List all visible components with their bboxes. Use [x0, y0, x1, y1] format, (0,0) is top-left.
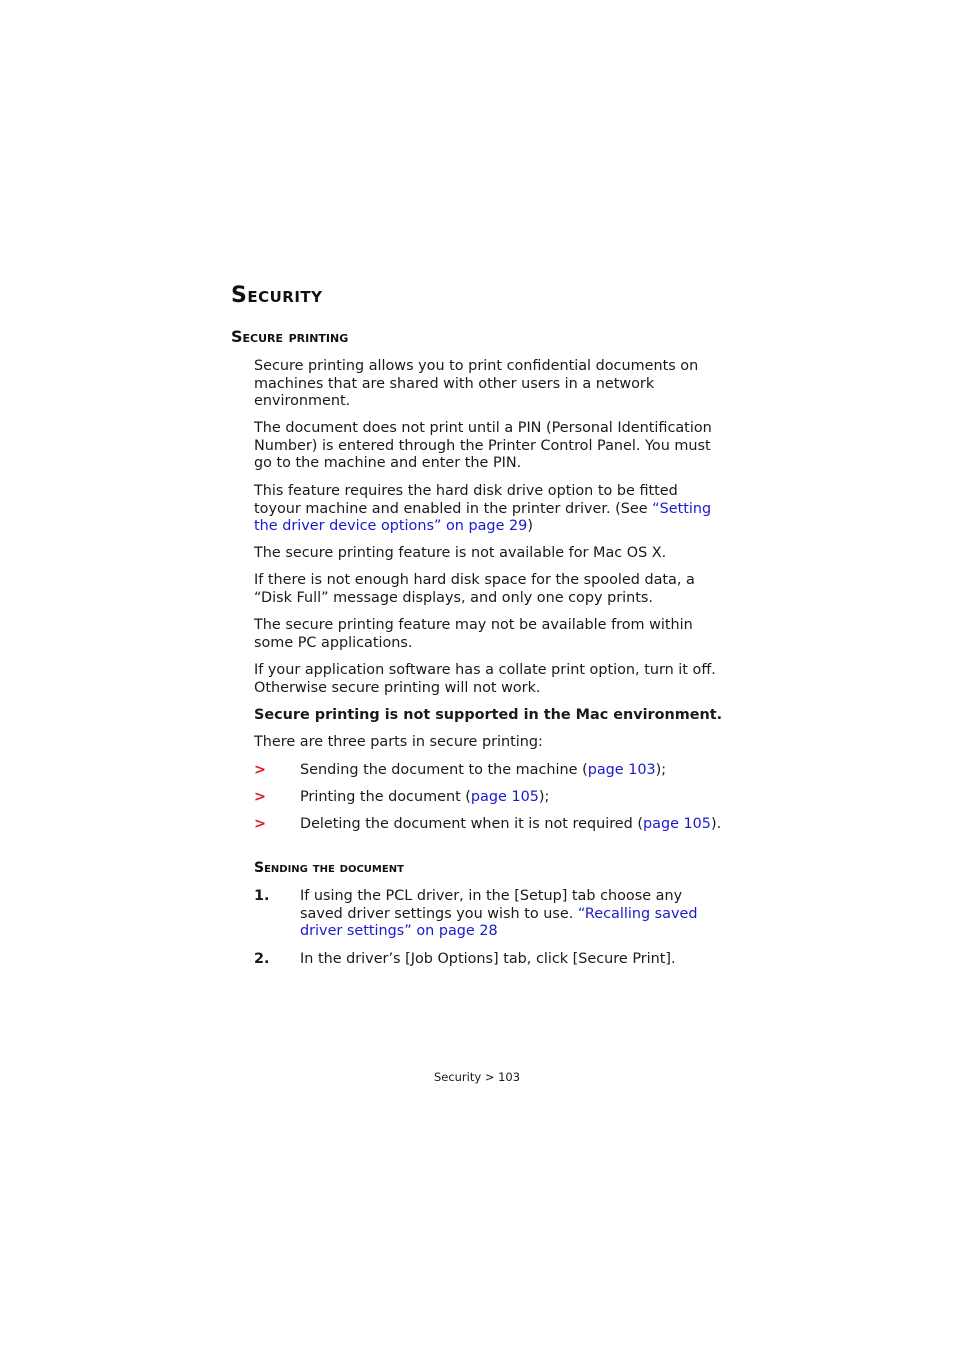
list-item-text: [300, 789, 740, 807]
list-item-close: );: [655, 762, 667, 778]
page-title: Security: [231, 283, 323, 308]
bullet-arrow-icon: >: [254, 816, 267, 832]
list-item-close: );: [538, 789, 550, 805]
paragraph-intro: Secure printing allows you to print confidential documents on machines that are shared with other users in a network environment.: [254, 358, 699, 410]
step-label: In the driver’s [Job Options] tab, click [Secure Print].: [300, 951, 676, 967]
link-page-103[interactable]: page 103: [587, 762, 656, 778]
list-item-text: [300, 762, 740, 780]
paragraph-pin: The document does not print until a PIN (Personal Identification Number) is entered through the Printer Control Panel. You must go to the machine and enter the PIN.: [254, 420, 712, 472]
step-label: If using the PCL driver, in the [Setup] tab choose any saved driver settings you wish to use.: [300, 888, 683, 922]
list-item-label: Deleting the document when it is not required (: [300, 816, 643, 832]
paragraph-three-parts: There are three parts in secure printing:: [254, 734, 543, 750]
paragraph-mac-not-supported: Secure printing is not supported in the Mac environment.: [254, 707, 723, 723]
paragraph-collate: If your application software has a collate print option, turn it off. Otherwise secure printing will not work.: [254, 662, 716, 696]
link-recalling-saved-driver-settings[interactable]: “Recalling saved driver settings” on page 28: [300, 905, 698, 940]
step-text: [300, 888, 720, 941]
bullet-arrow-icon: >: [254, 789, 267, 805]
link-page-105-delete[interactable]: page 105: [642, 816, 711, 832]
list-item-text: [300, 816, 740, 834]
section-heading-sending-document: Sending the document: [254, 860, 404, 876]
link-page-105[interactable]: page 105: [470, 789, 539, 805]
step-text: [300, 951, 720, 969]
step-number: 1.: [254, 888, 270, 904]
paragraph-hard-disk-close: ): [527, 518, 533, 535]
paragraph-mac-os-x: The secure printing feature is not available for Mac OS X.: [254, 545, 667, 561]
page-footer: Security > 103: [433, 1070, 521, 1084]
paragraph-hard-disk: [254, 483, 724, 536]
link-setting-driver-device-options[interactable]: “Setting the driver device options” on page 29: [254, 500, 712, 535]
bullet-arrow-icon: >: [254, 762, 267, 778]
paragraph-disk-full: If there is not enough hard disk space for the spooled data, a “Disk Full” message displays, and only one copy prints.: [254, 572, 695, 606]
section-heading-secure-printing: Secure printing: [231, 327, 349, 346]
paragraph-hard-disk-text: This feature requires the hard disk drive option to be fitted toyour machine and enabled in the printer driver. (See: [254, 483, 678, 517]
paragraph-pc-applications: The secure printing feature may not be available from within some PC applications.: [254, 617, 693, 651]
list-item-label: Printing the document (: [300, 789, 471, 805]
list-item-label: Sending the document to the machine (: [300, 762, 588, 778]
list-item-close: ).: [710, 816, 722, 832]
step-number: 2.: [254, 951, 270, 967]
